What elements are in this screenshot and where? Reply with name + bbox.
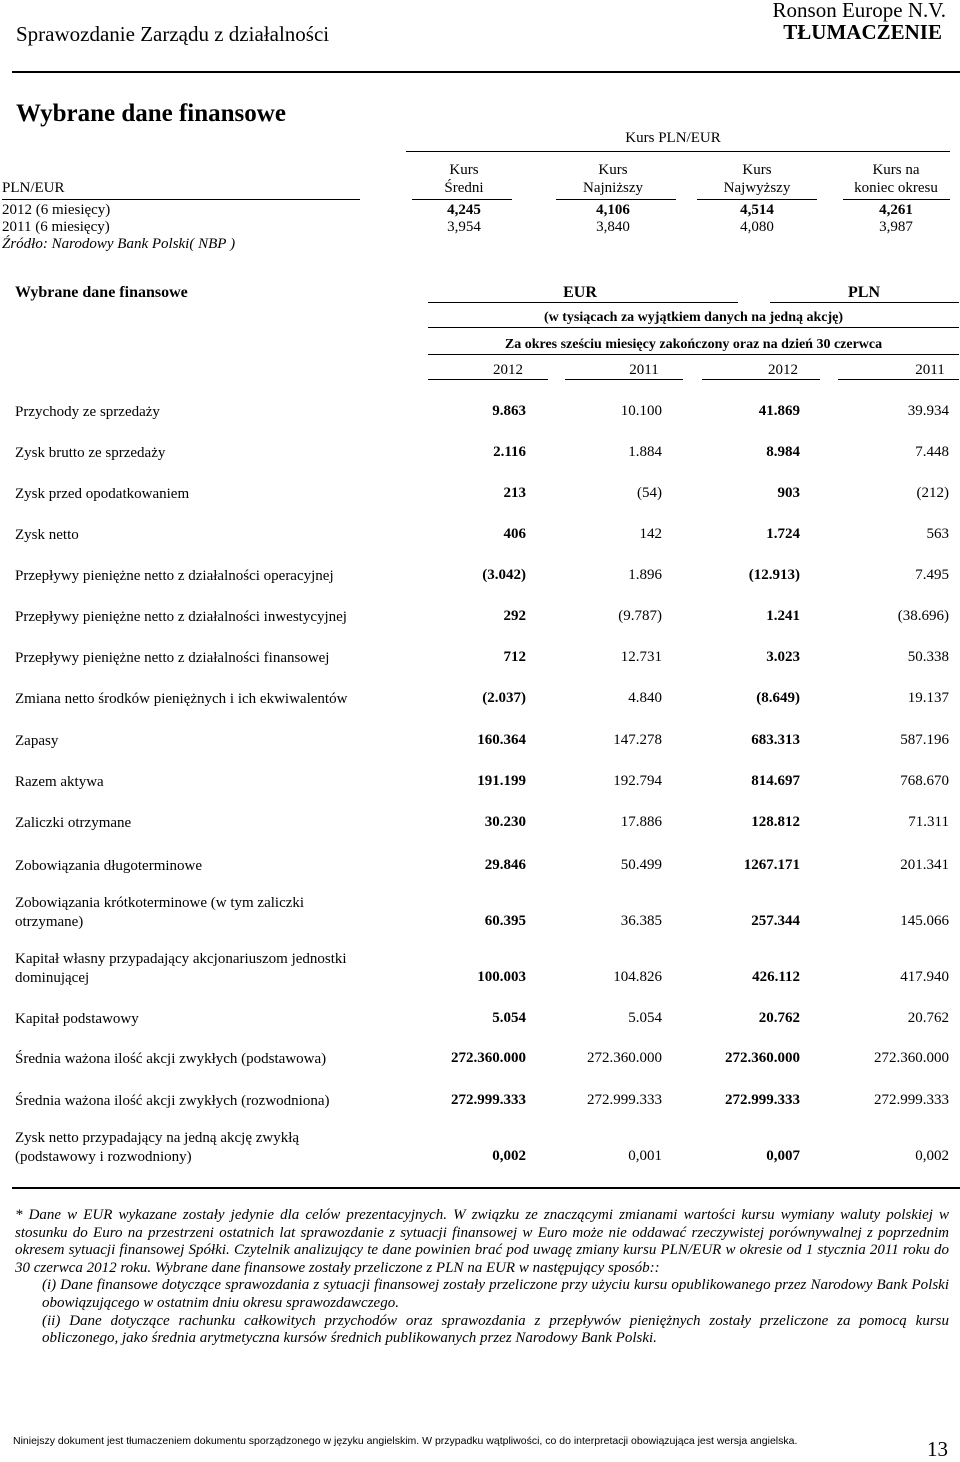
- year-rule: [838, 379, 959, 380]
- year-header: 2012: [768, 362, 798, 378]
- page-number: 13: [927, 1437, 948, 1461]
- value-eur-2011: 1.896: [628, 567, 662, 583]
- row-label: Zysk netto: [15, 527, 79, 543]
- value-eur-2011: 142: [639, 526, 662, 542]
- value-eur-2012: 272.999.333: [451, 1092, 526, 1108]
- rate-cell: 4,080: [740, 219, 774, 235]
- value-pln-2012: 1.724: [766, 526, 800, 542]
- value-eur-2012: 5.054: [492, 1010, 526, 1026]
- rate-source-note: Źródło: Narodowy Bank Polski( NBP ): [2, 236, 236, 252]
- translation-label: TŁUMACZENIE: [783, 20, 942, 44]
- header-rule: [12, 71, 960, 73]
- rate-cell: 3,987: [879, 219, 913, 235]
- currency-pln-header: PLN: [848, 284, 880, 301]
- value-eur-2011: 36.385: [620, 913, 662, 929]
- year-header: 2011: [915, 362, 945, 378]
- row-label: Przepływy pieniężne netto z działalności operacyjnej: [15, 568, 334, 584]
- unit-note: (w tysiącach za wyjątkiem danych na jedną akcję): [543, 310, 844, 325]
- value-pln-2011: 272.999.333: [874, 1092, 949, 1108]
- eur-rule: [428, 302, 738, 303]
- row-label-cont: otrzymane): [15, 914, 84, 930]
- rate-col-max-line2: Najwyższy: [723, 180, 791, 196]
- row-label: Zapasy: [15, 733, 59, 749]
- currency-eur-header: EUR: [563, 284, 597, 301]
- value-eur-2012: 0,002: [492, 1148, 526, 1164]
- value-pln-2012: (8.649): [756, 690, 800, 706]
- value-eur-2012: 712: [503, 649, 526, 665]
- fin-table-title: Wybrane dane finansowe: [15, 284, 188, 301]
- value-eur-2012: 160.364: [477, 732, 526, 748]
- year-rule: [702, 379, 820, 380]
- rate-cell: 4,106: [596, 202, 630, 218]
- footnote-item-i: (i) Dane finansowe dotyczące sprawozdania z sytuacji finansowej zostały przeliczone przy użyciu kursu opublikowanego przez Narodowy Bank Polski obowiązującego w ostatnim dniu okresu sprawozdawczego.: [42, 1277, 949, 1311]
- footnote: [15, 1207, 949, 1348]
- translation-disclaimer: Niniejszy dokument jest tłumaczeniem dokumentu sporządzonego w języku angielskim. W przypadku wątpliwości, co do interpretacji obowiązująca jest wersja angielska.: [13, 1435, 798, 1447]
- value-pln-2011: 19.137: [907, 690, 949, 706]
- row-label: Razem aktywa: [15, 774, 104, 790]
- value-pln-2011: 272.360.000: [874, 1050, 949, 1066]
- value-eur-2012: 272.360.000: [451, 1050, 526, 1066]
- value-pln-2011: 768.670: [900, 773, 949, 789]
- row-label: Zysk netto przypadający na jedną akcję zwykłą: [15, 1130, 300, 1146]
- footnote-rule: [12, 1187, 960, 1189]
- pln-rule: [770, 302, 959, 303]
- rate-col-avg-line2: Średni: [444, 180, 484, 196]
- value-pln-2011: 39.934: [907, 403, 949, 419]
- row-label: Zysk przed opodatkowaniem: [15, 486, 190, 502]
- value-eur-2011: 147.278: [613, 732, 662, 748]
- row-label: Zobowiązania długoterminowe: [15, 858, 203, 874]
- row-label-cont: (podstawowy i rozwodniony): [15, 1149, 192, 1165]
- footnote-item-ii: (ii) Dane dotyczące rachunku całkowitych przychodów oraz sprawozdania z przepływów pieniężnych zostały przeliczone za pomocą kursu obliczonego, jako średnia arytmetyczna kursów średnich publikowanych przez Narodowy Bank Polski.: [42, 1312, 949, 1347]
- value-eur-2011: 10.100: [620, 403, 662, 419]
- value-eur-2012: 2.116: [493, 444, 526, 460]
- report-header-title: Sprawozdanie Zarządu z działalności: [16, 22, 330, 46]
- value-pln-2012: 257.344: [751, 913, 800, 929]
- value-eur-2011: 104.826: [613, 969, 662, 985]
- footnote-main: * Dane w EUR wykazane zostały jedynie dla celów prezentacyjnych. W związku ze znaczącymi zmianami wartości kursu wymiany waluty polskiej w stosunku do Euro na przestrzeni ostatnich lat sprawozdanie z sytuacji finansowej w Euro może nie oddawać rzeczywistej porównywalnej z poprzednim okresem sytuacji finansowej Spółki. Czytelnik analizujący te dane powinien brać pod uwagę zmiany kursu PLN/EUR w okresie od 1 stycznia 2011 roku do 30 czerwca 2012 roku. Wybrane dane finansowe zostały przeliczone z PLN na EUR w następujący sposób::: [15, 1207, 949, 1276]
- value-pln-2012: 426.112: [752, 969, 800, 985]
- value-eur-2012: 29.846: [484, 857, 526, 873]
- row-label: Zysk brutto ze sprzedaży: [15, 445, 166, 461]
- rate-group-header: Kurs PLN/EUR: [625, 130, 721, 146]
- value-eur-2011: 12.731: [620, 649, 662, 665]
- value-pln-2012: 3.023: [766, 649, 800, 665]
- section-title: Wybrane dane finansowe: [16, 100, 286, 127]
- value-pln-2011: (38.696): [897, 608, 949, 624]
- value-pln-2011: 563: [926, 526, 949, 542]
- period-note: Za okres sześciu miesięcy zakończony oraz na dzień 30 czerwca: [504, 337, 883, 352]
- rate-row-header: PLN/EUR: [2, 180, 65, 196]
- value-eur-2011: 1.884: [628, 444, 662, 460]
- value-eur-2011: (9.787): [618, 608, 662, 624]
- rate-cell: 4,261: [879, 202, 913, 218]
- value-pln-2011: 20.762: [907, 1010, 949, 1026]
- value-pln-2012: 20.762: [758, 1010, 800, 1026]
- value-eur-2012: 406: [503, 526, 526, 542]
- rate-header-rule: [697, 199, 817, 200]
- value-pln-2012: 683.313: [751, 732, 800, 748]
- value-eur-2012: 100.003: [477, 969, 526, 985]
- value-pln-2011: 7.448: [915, 444, 949, 460]
- value-eur-2011: 5.054: [628, 1010, 662, 1026]
- value-pln-2011: (212): [916, 485, 949, 501]
- row-label: Przychody ze sprzedaży: [15, 404, 160, 420]
- value-pln-2012: 128.812: [751, 814, 800, 830]
- rate-cell: 3,954: [447, 219, 481, 235]
- value-eur-2011: (54): [637, 485, 662, 501]
- rate-col-max-line1: Kurs: [742, 162, 772, 178]
- rate-col-min-line2: Najniższy: [583, 180, 643, 196]
- value-eur-2012: 60.395: [484, 913, 526, 929]
- value-pln-2011: 50.338: [907, 649, 949, 665]
- value-eur-2012: 9.863: [492, 403, 526, 419]
- value-eur-2012: 30.230: [484, 814, 526, 830]
- rate-col-end-line2: koniec okresu: [854, 180, 938, 196]
- row-label: Średnia ważona ilość akcji zwykłych (podstawowa): [15, 1051, 327, 1067]
- rate-col-min-line1: Kurs: [598, 162, 628, 178]
- row-label: Przepływy pieniężne netto z działalności finansowej: [15, 650, 330, 666]
- value-pln-2012: 8.984: [766, 444, 800, 460]
- value-pln-2012: 0,007: [766, 1148, 800, 1164]
- value-eur-2011: 272.999.333: [587, 1092, 662, 1108]
- rate-cell: 4,245: [447, 202, 481, 218]
- value-pln-2012: (12.913): [748, 567, 800, 583]
- row-label: Kapitał własny przypadający akcjonariuszom jednostki: [15, 951, 347, 967]
- value-pln-2012: 1.241: [766, 608, 800, 624]
- row-label: Zaliczki otrzymane: [15, 815, 132, 831]
- rate-row-label: 2011 (6 miesięcy): [2, 219, 110, 235]
- value-eur-2012: 292: [503, 608, 526, 624]
- rate-col-end-line1: Kurs na: [872, 162, 920, 178]
- year-rule: [565, 379, 683, 380]
- value-eur-2011: 0,001: [628, 1148, 662, 1164]
- value-pln-2012: 41.869: [758, 403, 800, 419]
- row-label: Średnia ważona ilość akcji zwykłych (rozwodniona): [15, 1093, 330, 1109]
- unit-note-rule: [428, 327, 959, 328]
- value-pln-2012: 1267.171: [743, 857, 800, 873]
- rate-group-rule: [406, 151, 950, 152]
- rate-header-rule: [412, 199, 512, 200]
- value-pln-2011: 417.940: [900, 969, 949, 985]
- value-pln-2011: 201.341: [900, 857, 949, 873]
- year-header: 2011: [629, 362, 659, 378]
- value-pln-2012: 903: [777, 485, 800, 501]
- value-eur-2012: (2.037): [482, 690, 526, 706]
- row-label-cont: dominującej: [15, 970, 90, 986]
- rate-col-avg-line1: Kurs: [449, 162, 479, 178]
- row-label: Przepływy pieniężne netto z działalności inwestycyjnej: [15, 609, 347, 625]
- row-label: Zobowiązania krótkoterminowe (w tym zaliczki: [15, 895, 305, 911]
- rate-row-label: 2012 (6 miesięcy): [2, 202, 111, 218]
- value-eur-2011: 50.499: [620, 857, 662, 873]
- value-eur-2012: 213: [503, 485, 526, 501]
- value-pln-2012: 272.360.000: [725, 1050, 800, 1066]
- value-eur-2012: (3.042): [482, 567, 526, 583]
- rate-cell: 3,840: [596, 219, 630, 235]
- value-eur-2011: 4.840: [628, 690, 662, 706]
- value-pln-2011: 0,002: [915, 1148, 949, 1164]
- value-pln-2012: 272.999.333: [725, 1092, 800, 1108]
- value-eur-2011: 17.886: [620, 814, 662, 830]
- value-eur-2011: 272.360.000: [587, 1050, 662, 1066]
- value-pln-2011: 71.311: [908, 814, 949, 830]
- value-pln-2011: 145.066: [900, 913, 949, 929]
- value-pln-2012: 814.697: [751, 773, 800, 789]
- value-pln-2011: 587.196: [900, 732, 949, 748]
- value-eur-2012: 191.199: [477, 773, 526, 789]
- rate-header-rule: [556, 199, 676, 200]
- rate-cell: 4,514: [740, 202, 774, 218]
- value-eur-2011: 192.794: [613, 773, 662, 789]
- year-header: 2012: [493, 362, 523, 378]
- year-rule: [428, 379, 548, 380]
- row-label: Zmiana netto środków pieniężnych i ich ekwiwalentów: [15, 691, 348, 707]
- company-name: Ronson Europe N.V.: [772, 0, 946, 22]
- rate-header-rule: [843, 199, 950, 200]
- value-pln-2011: 7.495: [915, 567, 949, 583]
- period-note-rule: [428, 354, 959, 355]
- rate-header-rule: [2, 199, 360, 200]
- row-label: Kapitał podstawowy: [15, 1011, 139, 1027]
